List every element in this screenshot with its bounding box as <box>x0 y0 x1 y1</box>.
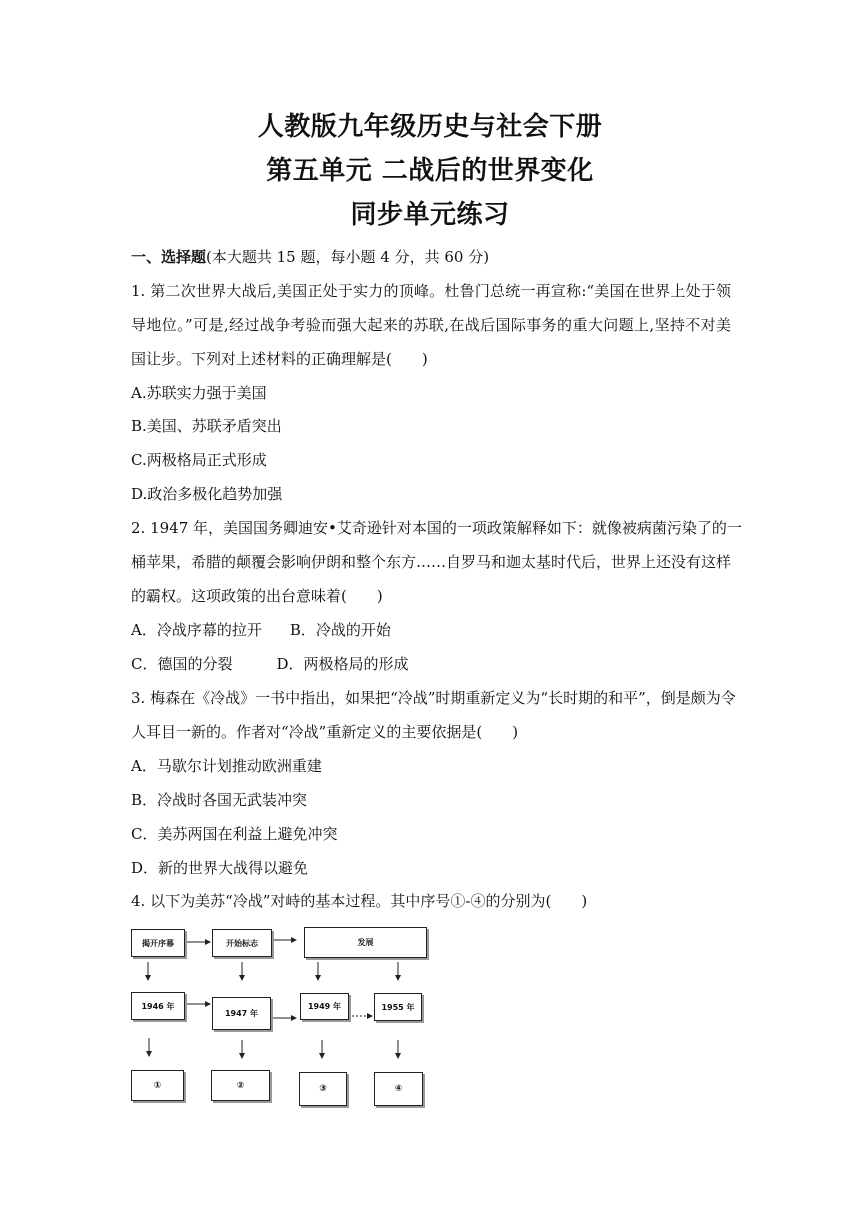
cold-war-flow-diagram <box>126 920 436 1115</box>
question-3-option-c: C．美苏两国在利益上避免冲突 <box>131 825 338 843</box>
unit-title: 第五单元 二战后的世界变化 <box>266 156 594 186</box>
question-1-option-d: D.政治多极化趋势加强 <box>131 485 283 503</box>
box-prelude: 揭开序幕 <box>131 929 185 957</box>
question-2-option-d: D．两极格局的形成 <box>276 655 409 673</box>
exercise-title: 同步单元练习 <box>350 200 510 230</box>
section-heading <box>131 247 731 267</box>
box-answer-2: ② <box>211 1070 270 1101</box>
box-year-1949: 1949 年 <box>300 993 349 1020</box>
question-1-option-a: A.苏联实力强于美国 <box>131 384 267 402</box>
question-1-line-1: 1. 第二次世界大战后,美国正处于实力的顶峰。杜鲁门总统一再宣称:“美国在世界上处于领 <box>131 282 731 300</box>
box-answer-4: ④ <box>374 1072 423 1106</box>
question-2-option-c: C．德国的分裂 <box>131 655 233 673</box>
question-3-option-d: D．新的世界大战得以避免 <box>131 859 309 877</box>
question-3-line-2: 人耳目一新的。作者对“冷战”重新定义的主要依据是( ) <box>131 723 519 741</box>
question-1-line-2: 导地位。”可是,经过战争考验而强大起来的苏联,在战后国际事务的重大问题上,坚持不对美 <box>131 316 731 334</box>
box-year-1946: 1946 年 <box>131 992 185 1020</box>
doc-title: 人教版九年级历史与社会下册 <box>257 112 603 142</box>
question-4-line-1: 4. 以下为美苏“冷战”对峙的基本过程。其中序号①-④的分别为( ) <box>131 892 588 910</box>
question-1-line-3: 国让步。下列对上述材料的正确理解是( ) <box>131 350 428 368</box>
box-development: 发展 <box>304 927 427 958</box>
box-start-sign: 开始标志 <box>212 929 272 957</box>
section-heading-label: 一、选择题 <box>131 248 207 266</box>
box-year-1947: 1947 年 <box>212 997 271 1030</box>
question-2-line-1: 2. 1947 年，美国国务卿迪安•艾奇逊针对本国的一项政策解释如下：就像被病菌污染了的一 <box>131 519 742 537</box>
question-2-line-3: 的霸权。这项政策的出台意味着( ) <box>131 587 383 605</box>
question-3-line-1: 3. 梅森在《冷战》一书中指出，如果把“冷战”时期重新定义为“长时期的和平”，倒是颇为令 <box>131 689 736 707</box>
question-1-option-c: C.两极格局正式形成 <box>131 451 267 469</box>
box-answer-1: ① <box>131 1070 184 1101</box>
question-1-option-b: B.美国、苏联矛盾突出 <box>131 417 282 435</box>
question-2-option-a: A．冷战序幕的拉开 <box>131 621 262 639</box>
box-answer-3: ③ <box>299 1072 347 1106</box>
question-2-line-2: 桶苹果，希腊的颠覆会影响伊朗和整个东方……自罗马和迦太基时代后，世界上还没有这样 <box>131 553 732 571</box>
box-year-1955: 1955 年 <box>374 993 422 1021</box>
section-heading-note: (本大题共 15 题，每小题 4 分，共 60 分) <box>206 248 490 266</box>
question-2-options-row-2 <box>131 654 731 674</box>
question-3-option-a: A．马歇尔计划推动欧洲重建 <box>131 757 322 775</box>
question-3-option-b: B．冷战时各国无武装冲突 <box>131 791 308 809</box>
question-2-option-b: B．冷战的开始 <box>289 621 391 639</box>
question-2-options-row-1 <box>131 620 731 640</box>
